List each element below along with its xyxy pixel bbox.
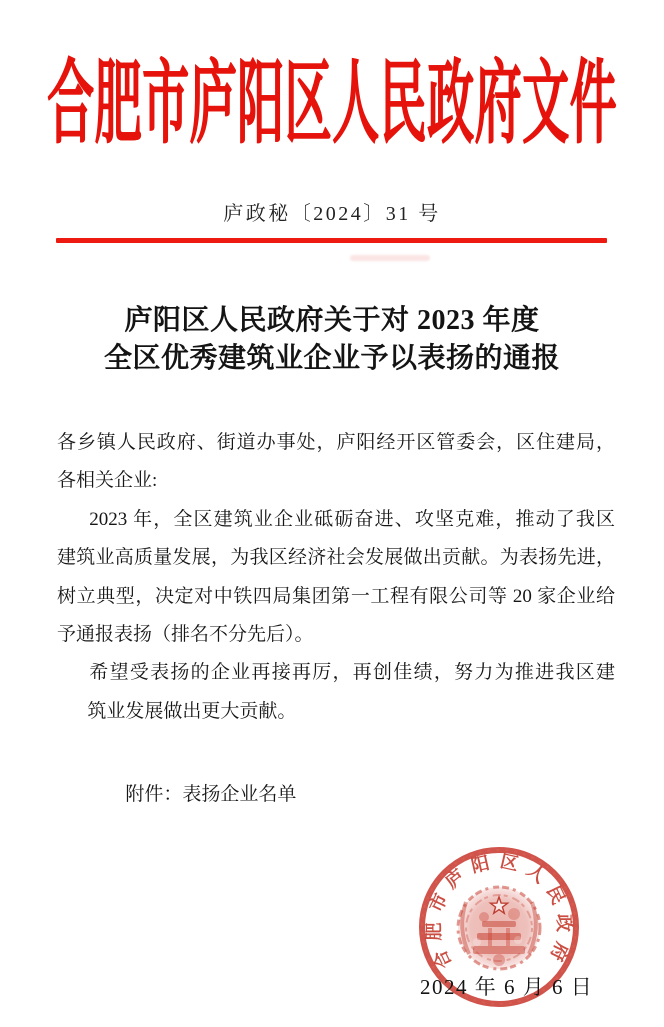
document-date: 2024 年 6 月 6 日 bbox=[420, 975, 594, 999]
salutation-line: 各相关企业: bbox=[57, 470, 158, 492]
document-body bbox=[57, 424, 615, 815]
paragraph-line: 筑业发展做出更大贡献。 bbox=[87, 700, 297, 722]
title-line-1: 庐阳区人民政府关于对 2023 年度 bbox=[124, 305, 540, 336]
paragraph-line: 予通报表扬（排名不分先后）。 bbox=[57, 624, 314, 646]
title-line-2: 全区优秀建筑业企业予以表扬的通报 bbox=[103, 343, 560, 374]
document-title bbox=[0, 302, 664, 378]
red-divider-rule bbox=[56, 238, 607, 243]
paragraph-line: 希望受表扬的企业再接再厉，再创佳绩，努力为推进我区建 bbox=[89, 662, 615, 684]
scan-smudge bbox=[350, 255, 430, 261]
paragraph-line: 2023 年，全区建筑业企业砥砺奋进、攻坚克难，推动了我区 bbox=[89, 508, 615, 530]
seal-ring-text: 合肥市庐阳区人民政府 bbox=[423, 850, 575, 972]
attachment-note: 附件：表扬企业名单 bbox=[125, 784, 297, 806]
paragraph-line: 树立典型，决定对中铁四局集团第一工程有限公司等 20 家企业给 bbox=[57, 585, 615, 607]
salutation-line: 各乡镇人民政府、街道办事处，庐阳经开区管委会，区住建局， bbox=[57, 432, 615, 453]
national-emblem-icon bbox=[458, 887, 540, 969]
letterhead-title: 合肥市庐阳区人民政府文件 bbox=[47, 54, 617, 156]
paragraph-line: 建筑业高质量发展，为我区经济社会发展做出贡献。为表扬先进， bbox=[57, 547, 615, 569]
document-number: 庐政秘〔2024〕31 号 bbox=[223, 203, 441, 225]
